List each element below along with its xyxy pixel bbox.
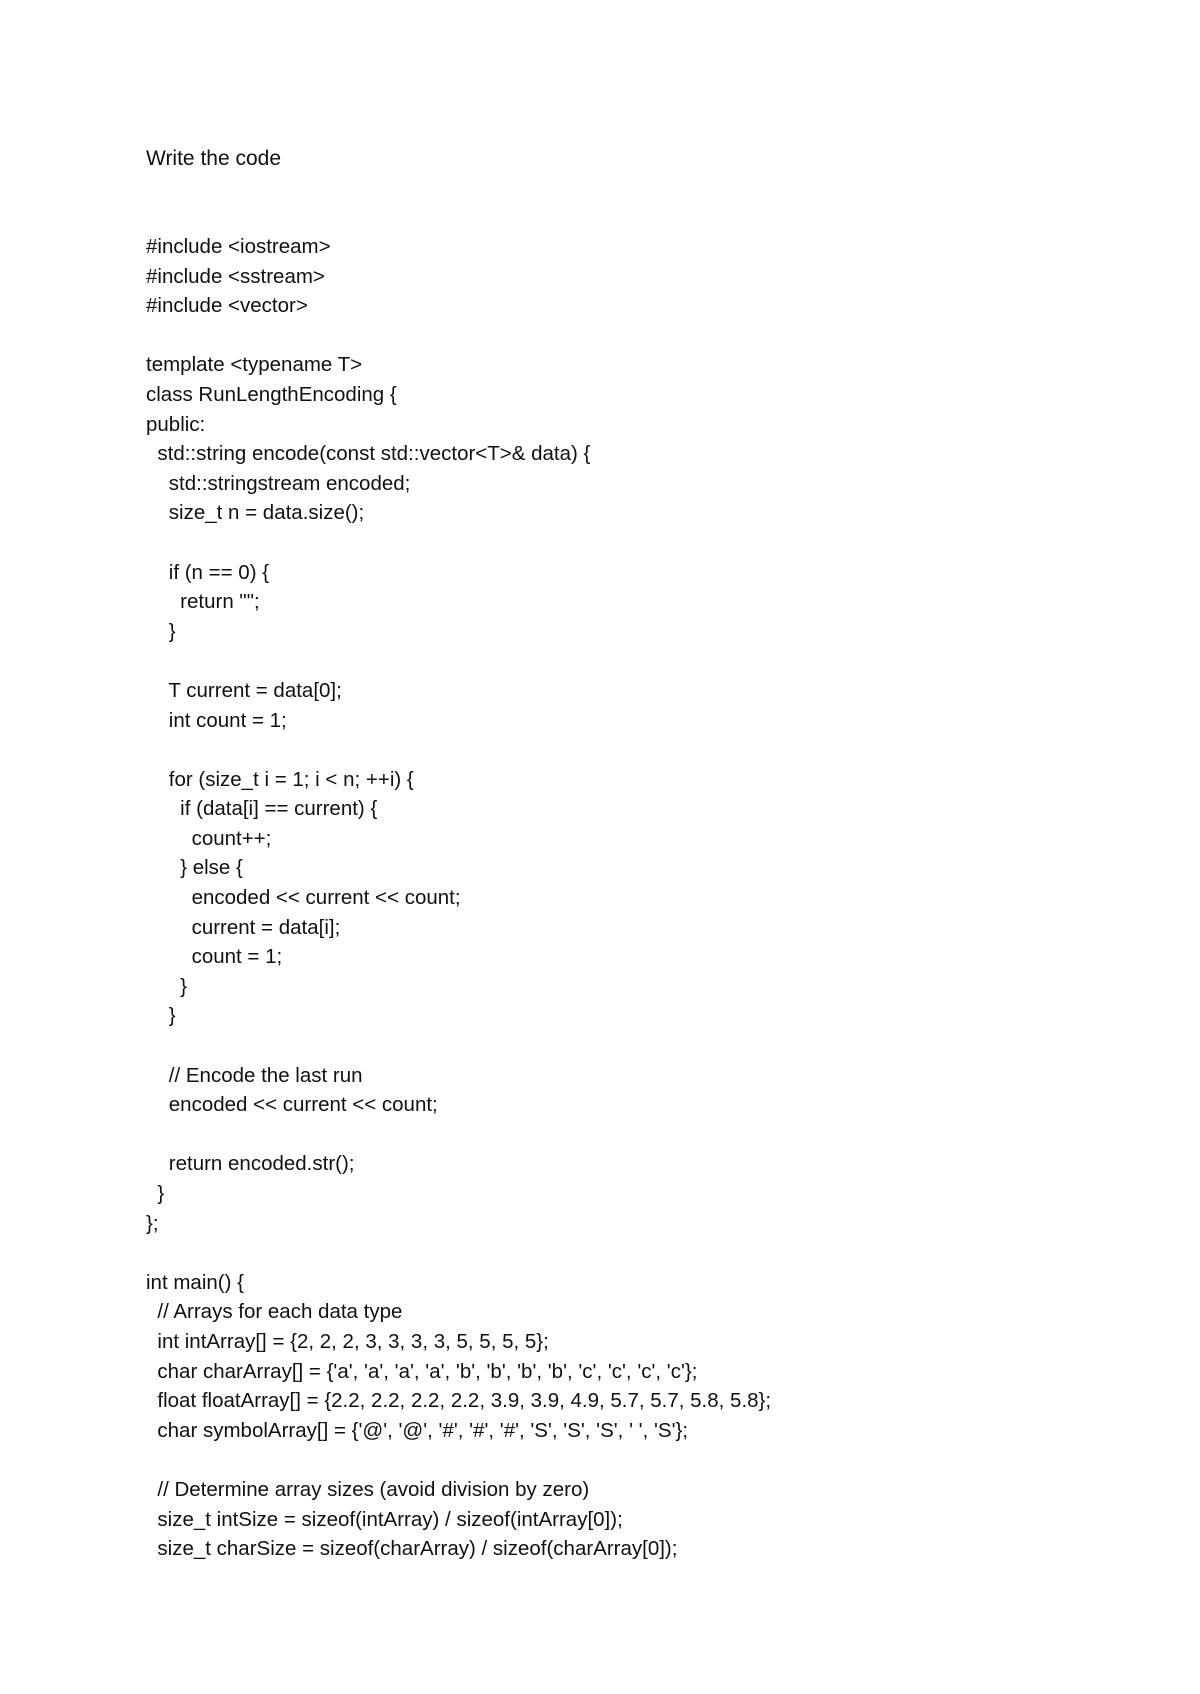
code-block bbox=[146, 232, 771, 1564]
code-line: }; bbox=[146, 1211, 159, 1235]
code-line: char symbolArray[] = {'@', '@', '#', '#', '#', 'S', 'S', 'S', ' ', 'S'}; bbox=[146, 1418, 689, 1442]
code-line: public: bbox=[146, 412, 206, 436]
code-line: if (data[i] == current) { bbox=[146, 797, 378, 821]
code-line: } bbox=[146, 619, 176, 643]
code-blank-line bbox=[146, 1120, 771, 1150]
code-line: count = 1; bbox=[146, 945, 283, 969]
code-line: if (n == 0) { bbox=[146, 560, 270, 584]
code-line: template <typename T> bbox=[146, 353, 363, 377]
page-heading: Write the code bbox=[146, 147, 282, 170]
code-line: size_t charSize = sizeof(charArray) / sizeof(charArray[0]); bbox=[146, 1537, 678, 1561]
code-line: for (size_t i = 1; i < n; ++i) { bbox=[146, 767, 414, 791]
code-line: // Determine array sizes (avoid division by zero) bbox=[146, 1477, 590, 1501]
code-line: } bbox=[146, 1004, 176, 1028]
code-line: char charArray[] = {'a', 'a', 'a', 'a', 'b', 'b', 'b', 'b', 'c', 'c', 'c', 'c'}; bbox=[146, 1359, 698, 1383]
code-blank-line bbox=[146, 1238, 771, 1268]
code-blank-line bbox=[146, 735, 771, 765]
code-blank-line bbox=[146, 528, 771, 558]
code-line: int count = 1; bbox=[146, 708, 287, 732]
code-line: class RunLengthEncoding { bbox=[146, 382, 397, 406]
code-line: } else { bbox=[146, 856, 243, 880]
code-line: encoded << current << count; bbox=[146, 886, 461, 910]
code-line: return ""; bbox=[146, 590, 260, 614]
code-line: // Arrays for each data type bbox=[146, 1300, 403, 1324]
code-line: int intArray[] = {2, 2, 2, 3, 3, 3, 3, 5, 5, 5, 5}; bbox=[146, 1329, 549, 1353]
code-line: std::string encode(const std::vector<T>& data) { bbox=[146, 442, 591, 466]
code-line: } bbox=[146, 1182, 165, 1205]
code-line: std::stringstream encoded; bbox=[146, 471, 411, 495]
code-line: return encoded.str(); bbox=[146, 1152, 355, 1176]
code-line: // Encode the last run bbox=[146, 1063, 363, 1087]
code-line: count++; bbox=[146, 826, 272, 850]
code-line: #include <vector> bbox=[146, 294, 308, 318]
code-blank-line bbox=[146, 1031, 771, 1061]
code-line: current = data[i]; bbox=[146, 915, 341, 939]
code-line: size_t intSize = sizeof(intArray) / sizeof(intArray[0]); bbox=[146, 1507, 623, 1531]
code-line: T current = data[0]; bbox=[146, 678, 342, 702]
code-line: size_t n = data.size(); bbox=[146, 501, 365, 525]
code-line: encoded << current << count; bbox=[146, 1093, 438, 1117]
code-line: int main() { bbox=[146, 1270, 244, 1294]
code-blank-line bbox=[146, 321, 771, 351]
code-blank-line bbox=[146, 646, 771, 676]
code-blank-line bbox=[146, 1445, 771, 1475]
code-line: } bbox=[146, 974, 188, 998]
code-line: #include <sstream> bbox=[146, 264, 325, 288]
code-line: float floatArray[] = {2.2, 2.2, 2.2, 2.2, 3.9, 3.9, 4.9, 5.7, 5.7, 5.8, 5.8}; bbox=[146, 1389, 772, 1413]
code-line: #include <iostream> bbox=[146, 235, 331, 258]
